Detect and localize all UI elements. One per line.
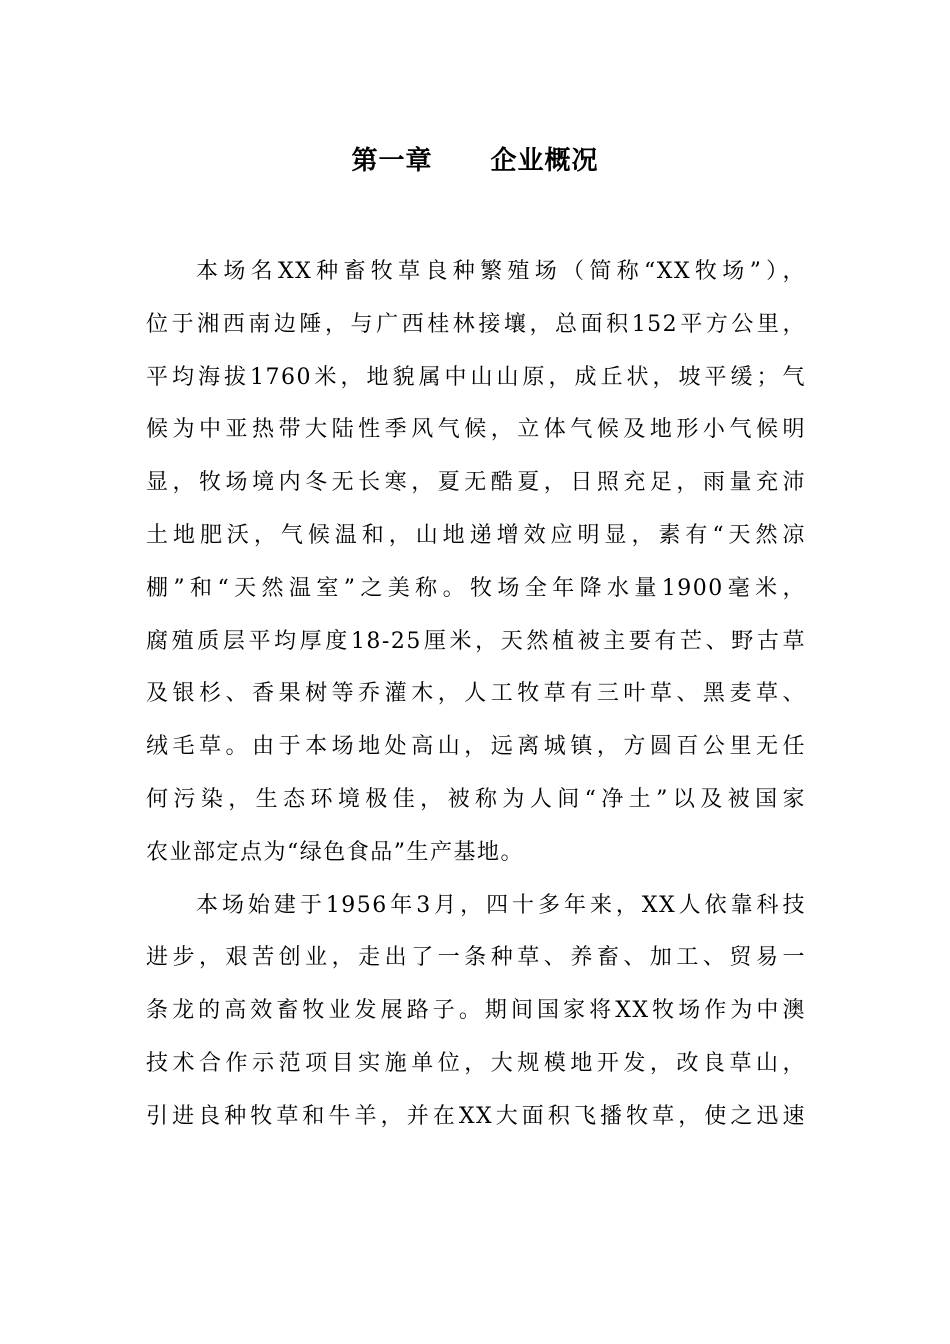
- paragraph-2: [146, 886, 806, 1150]
- text-line: 显，牧场境内冬无长寒，夏无酷夏，日照充足，雨量充沛: [146, 470, 806, 496]
- chapter-heading: [0, 140, 950, 177]
- text-line: 何污染，生态环境极佳，被称为人间“净土”以及被国家: [146, 786, 806, 812]
- text-line: 本场始建于1956年3月，四十多年来，XX人依靠科技: [196, 892, 806, 918]
- text-line: 及银杉、香果树等乔灌木，人工牧草有三叶草、黑麦草、: [146, 681, 806, 707]
- chapter-number: 第一章: [351, 146, 433, 176]
- chapter-title: 企业概况: [490, 146, 599, 176]
- paragraph-1: [146, 252, 806, 886]
- text-line: 平均海拔1760米，地貌属中山山原，成丘状，坡平缓；气: [146, 364, 806, 390]
- text-line: 腐殖质层平均厚度18-25厘米，天然植被主要有芒、野古草: [146, 628, 806, 654]
- text-line: 进步，艰苦创业，走出了一条种草、养畜、加工、贸易一: [146, 945, 806, 971]
- text-line: 农业部定点为“绿色食品”生产基地。: [146, 839, 524, 865]
- text-line: 绒毛草。由于本场地处高山，远离城镇，方圆百公里无任: [146, 734, 806, 760]
- text-line: 引进良种牧草和牛羊，并在XX大面积飞播牧草，使之迅速: [146, 1103, 806, 1129]
- text-line: 技术合作示范项目实施单位，大规模地开发，改良草山，: [146, 1050, 806, 1076]
- text-line: 土地肥沃，气候温和，山地递增效应明显，素有“天然凉: [146, 522, 806, 548]
- text-line: 位于湘西南边陲，与广西桂林接壤，总面积152平方公里，: [146, 311, 806, 337]
- text-line: 本场名XX种畜牧草良种繁殖场（简称“XX牧场”），: [196, 259, 806, 284]
- text-line: 棚”和“天然温室”之美称。牧场全年降水量1900毫米，: [146, 575, 806, 601]
- text-line: 条龙的高效畜牧业发展路子。期间国家将XX牧场作为中澳: [146, 998, 806, 1024]
- text-line: 候为中亚热带大陆性季风气候，立体气候及地形小气候明: [146, 417, 806, 443]
- body-text: [146, 252, 806, 1150]
